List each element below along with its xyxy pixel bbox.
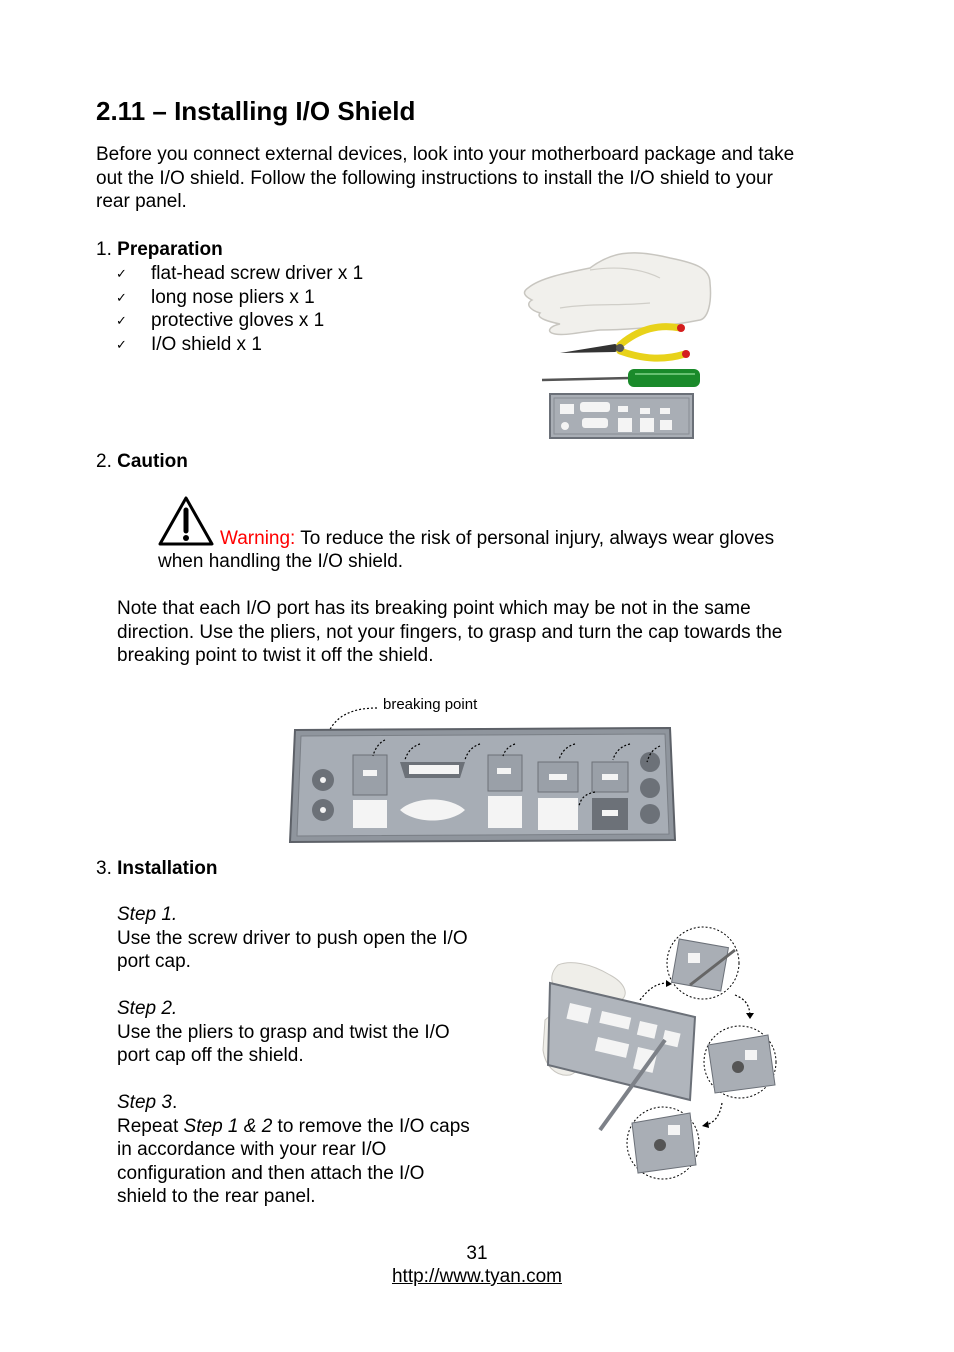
- section-installation-heading: 3. Installation: [96, 858, 218, 879]
- io-shield-breaking-point-diagram: [285, 700, 680, 845]
- io-shield-small-icon: [550, 394, 693, 438]
- website-link[interactable]: http://www.tyan.com: [391, 1266, 562, 1287]
- warning-label: Warning:: [220, 528, 296, 549]
- tools-illustration: [520, 248, 720, 443]
- intro-line: Before you connect external devices, look into your motherboard package and take: [96, 144, 795, 165]
- check-icon: ✓: [116, 289, 127, 305]
- section-caution-heading: 2. Caution: [96, 451, 188, 472]
- check-icon: ✓: [116, 313, 127, 328]
- list-item: ✓ protective gloves x 1: [116, 310, 325, 331]
- step-2: Step 2. Use the pliers to grasp and twist the I/O port cap off the shield.: [117, 998, 450, 1066]
- check-icon: ✓: [116, 266, 127, 281]
- note-paragraph: Note that each I/O port has its breaking point which may be not in the same direction. Use the pliers, not your fingers, to grasp and turn the cap towards the breaking point to twist it off the shield.: [117, 598, 783, 666]
- warning-triangle-icon: [157, 495, 215, 547]
- breaking-point-label: breaking point: [383, 696, 478, 713]
- check-icon: ✓: [116, 336, 127, 352]
- step-3: Step 3. Repeat Step 1 & 2 to remove the I/O caps in accordance with your rear I/O configuration and then attach the I/O shield to the rear panel.: [117, 1092, 470, 1207]
- list-item: ✓ long nose pliers x 1: [116, 286, 315, 308]
- intro-line: rear panel.: [96, 191, 187, 212]
- footer-url-container: [0, 1266, 954, 1288]
- preparation-checklist: [116, 262, 363, 356]
- list-item: ✓ I/O shield x 1: [116, 333, 262, 355]
- gloves-icon: [525, 253, 711, 335]
- page-title: 2.11 – Installing I/O Shield: [96, 96, 416, 126]
- warning-text-continued: when handling the I/O shield.: [158, 551, 404, 572]
- intro-paragraph: [96, 143, 866, 214]
- section-preparation-heading: 1. Preparation: [96, 239, 223, 260]
- installation-illustration: [540, 925, 785, 1185]
- installation-steps: [117, 903, 517, 1209]
- step-1: Step 1. Use the screw driver to push open the I/O port cap.: [117, 904, 468, 972]
- warning-text: Warning: To reduce the risk of personal injury, always wear gloves: [220, 528, 775, 549]
- screwdriver-icon: [542, 369, 700, 387]
- intro-line: out the I/O shield. Follow the following instructions to install the I/O shield to your: [96, 167, 773, 189]
- page-number: 31: [466, 1243, 488, 1264]
- list-item: ✓ flat-head screw driver x 1: [116, 263, 364, 284]
